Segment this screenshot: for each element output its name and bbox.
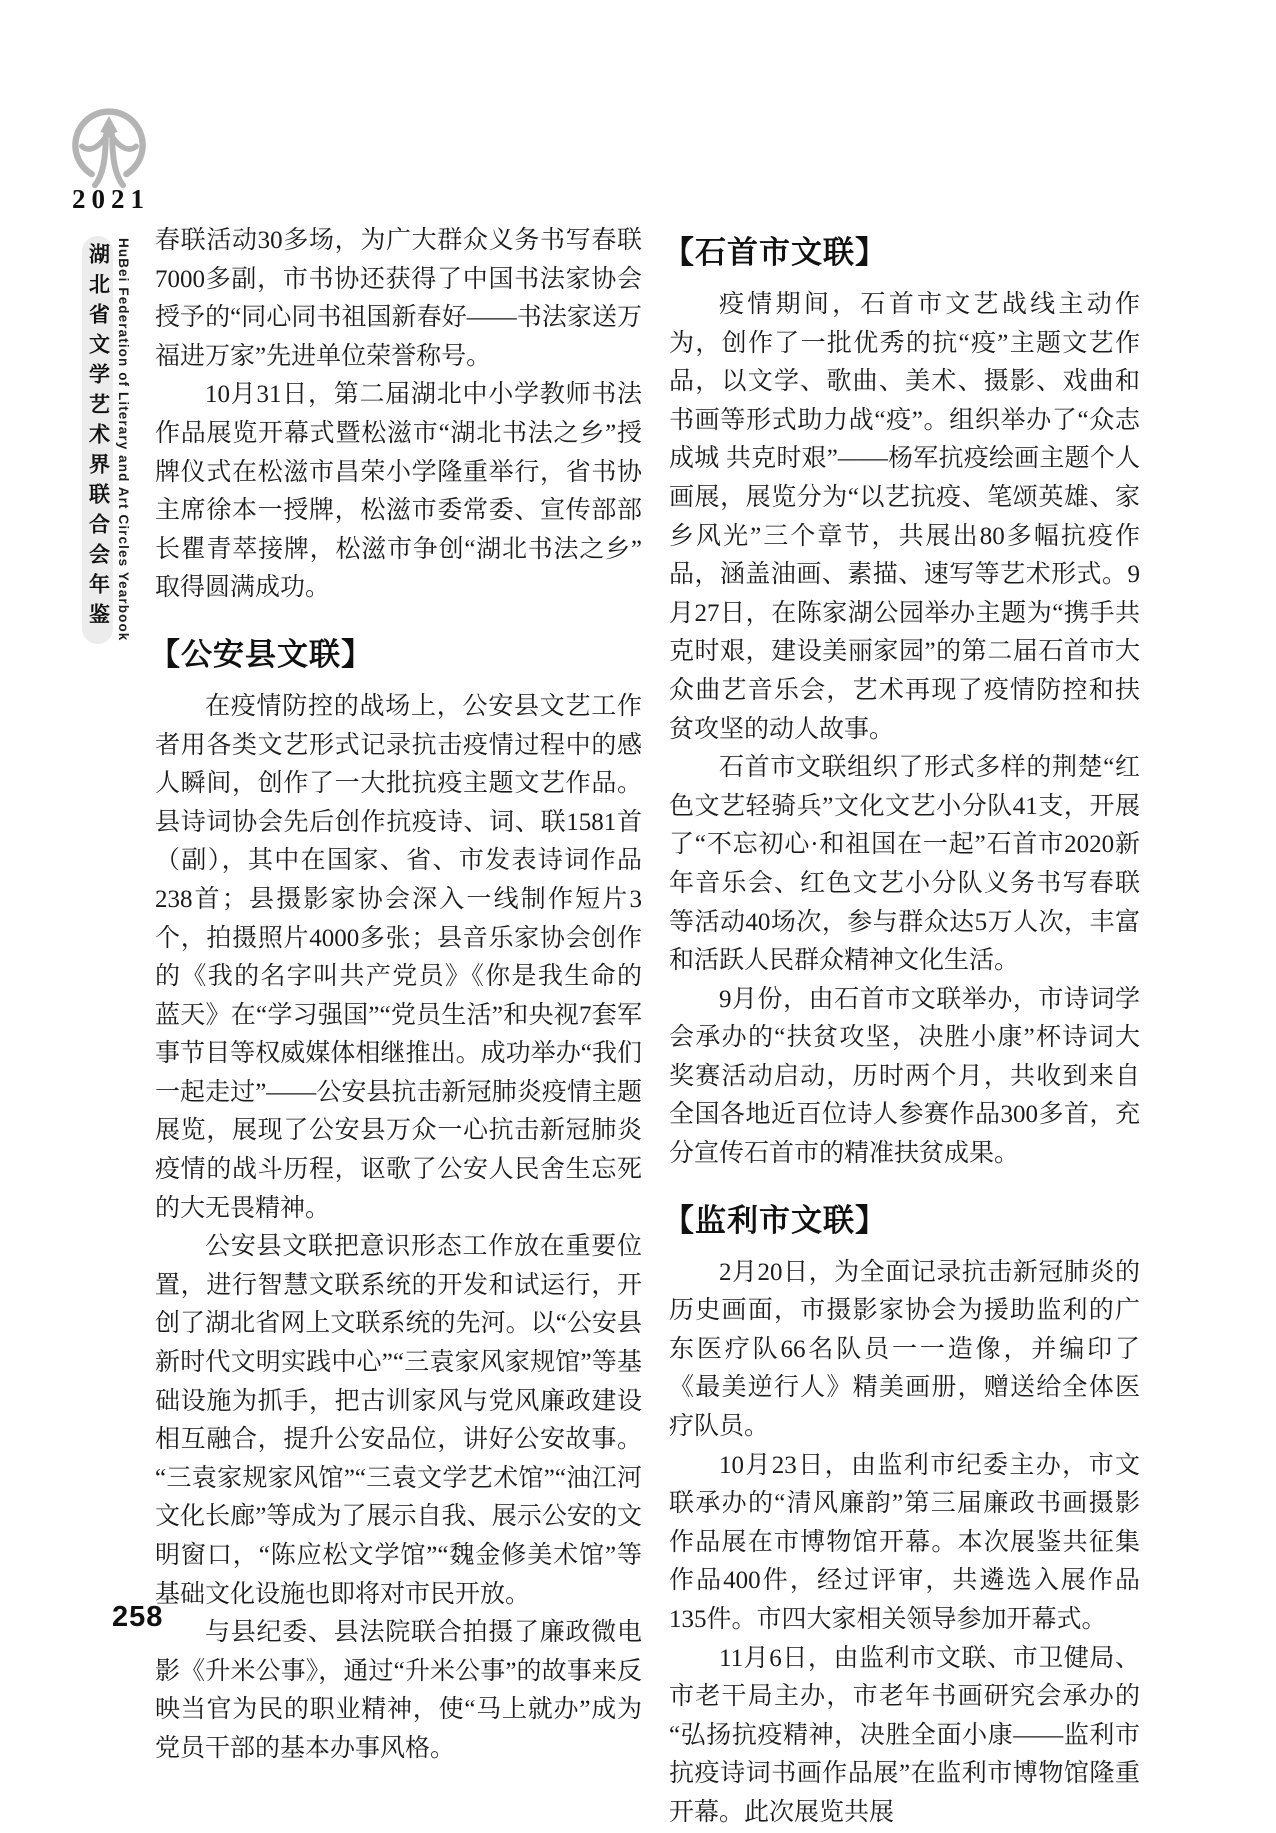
paragraph: 10月31日，第二届湖北中小学教师书法作品展览开幕式暨松滋市“湖北书法之乡”授牌仪式在松滋市昌荣小学隆重举行，省书协主席徐本一授牌，松滋市委常委、宣传部部长瞿青萃接牌，松滋市争创“湖北书法之乡”取得圆满成功。 — [155, 381, 642, 602]
yearbook-section — [155, 222, 642, 608]
left-column — [149, 222, 642, 1769]
paragraph: 与县纪委、县法院联合拍摄了廉政微电影《升米公事》，通过“升米公事”的故事来反映当官为民的职业精神，使“马上就办”成为党员干部的基本办事风格。 — [155, 1619, 642, 1762]
paragraph: 9月份，由石首市文联举办，市诗词学会承办的“扶贫攻坚，决胜小康”杯诗词大奖赛活动启动，历时两个月，共收到来自全国各地近百位诗人参赛作品300多首，充分宣传石首市的精准扶贫成果。 — [669, 985, 1140, 1168]
yearbook-section — [663, 232, 1140, 1174]
section-title: 【公安县文联】 — [149, 636, 373, 672]
paragraph: 石首市文联组织了形式多样的荆楚“红色文艺轻骑兵”文化文艺小分队41支，开展了“不忘初心·和祖国在一起”石首市2020新年音乐会、红色文艺小分队义务书写春联等活动40场次，参与群众达5万人次，丰富和活跃人民群众精神文化生活。 — [669, 754, 1140, 975]
paragraph: 10月23日，由监利市纪委主办，市文联承办的“清风廉韵”第三届廉政书画摄影作品展在市博物馆开幕。本次展鉴共征集作品400件，经过评审，共遴选入展作品135件。市四大家相关领导参加开幕式。 — [669, 1451, 1140, 1633]
federation-emblem-logo — [62, 98, 156, 198]
page-number: 258 — [112, 1601, 164, 1633]
section-title: 【石首市文联】 — [663, 235, 887, 270]
paragraph: 疫情期间，石首市文艺战线主动作为，创作了一批优秀的抗“疫”主题文艺作品，以文学、歌曲、美术、摄影、戏曲和书画等形式助力战“疫”。组织举办了“众志成城 共克时艰”——杨军抗疫绘画主题个人画展，展览分为“以艺抗疫、笔颂英雄、家乡风光”三个章节，共展出80多幅抗疫作品，涵盖油画、素描、速写等艺术形式。9月27日，在陈家湖公园举办主题为“携手共克时艰，建设美丽家园”的第二届石首市大众曲艺音乐会，艺术再现了疫情防控和扶贫攻坚的动人故事。 — [669, 291, 1140, 743]
section-title: 【监利市文联】 — [663, 1202, 887, 1238]
yearbook-section — [149, 634, 642, 1769]
paragraph: 11月6日，由监利市文联、市卫健局、市老干局主办，市老年书画研究会承办的“弘扬抗疫精神，决胜全面小康——监利市抗疫诗词书画作品展”在监利市博物馆隆重开幕。此次展览共展 — [669, 1644, 1140, 1826]
sidebar-strip — [82, 236, 113, 644]
paragraph: 2月20日，为全面记录抗击新冠肺炎的历史画面，市摄影家协会为援助监利的广东医疗队66名队员一一造像，并编印了《最美逆行人》精美画册，赠送给全体医疗队员。 — [669, 1258, 1140, 1441]
sidebar-title-chinese: 湖北省文学艺术界联合会年鉴 — [86, 243, 110, 633]
yearbook-year: 2021 — [72, 184, 150, 214]
right-column — [663, 222, 1140, 1833]
paragraph: 公安县文联把意识形态工作放在重要位置，进行智慧文联系统的开发和试运行，开创了湖北省网上文联系统的先河。以“公安县新时代文明实践中心”“三袁家风家规馆”等基础设施为抓手，把古训家风与党风廉政建设相互融合，提升公安品位，讲好公安故事。“三袁家规家风馆”“三袁文学艺术馆”“油江河文化长廊”等成为了展示自我、展示公安的文明窗口，“陈应松文学馆”“魏金修美术馆”等基础文化设施也即将对市民开放。 — [155, 1233, 642, 1608]
yearbook-section — [663, 1200, 1140, 1833]
paragraph: 春联活动30多场，为广大群众义务书写春联7000多副，市书协还获得了中国书法家协会授予的“同心同书祖国新春好——书法家送万福进万家”先进单位荣誉称号。 — [155, 227, 642, 370]
sidebar-title-english: HuBei Federation of Literary and Art Circles Yearbook — [116, 238, 131, 642]
paragraph: 在疫情防控的战场上，公安县文艺工作者用各类文艺形式记录抗击疫情过程中的感人瞬间，创作了一大批抗疫主题文艺作品。县诗词协会先后创作抗疫诗、词、联1581首（副），其中在国家、省、市发表诗词作品238首；县摄影家协会深入一线制作短片3个，拍摄照片4000多张；县音乐家协会创作的《我的名字叫共产党员》《你是我生命的蓝天》在“学习强国”“党员生活”和央视7套军事节目等权威媒体相继推出。成功举办“我们一起走过”——公安县抗击新冠肺炎疫情主题展览，展现了公安县万众一心抗击新冠肺炎疫情的战斗历程，讴歌了公安人民舍生忘死的大无畏精神。 — [155, 692, 642, 1222]
